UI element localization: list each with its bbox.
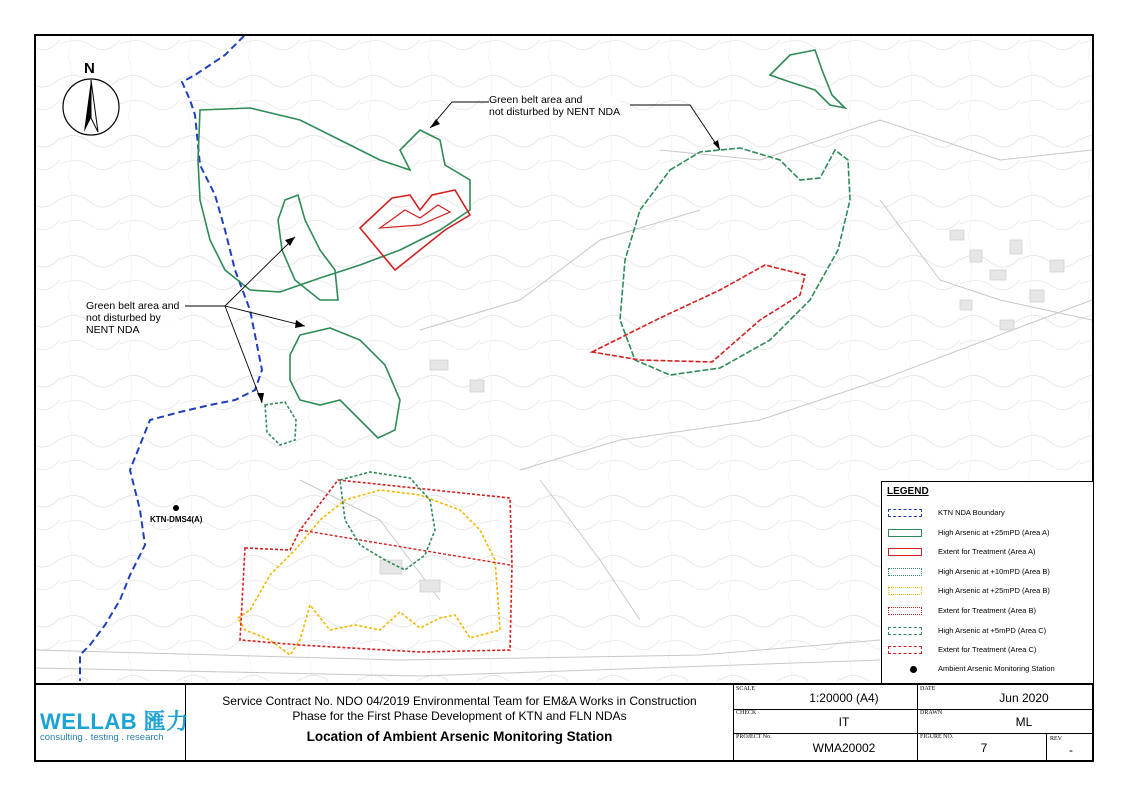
rev-value: -: [1069, 743, 1073, 757]
legend-item: [888, 662, 1088, 676]
legend-swatch: [888, 548, 922, 556]
legend-swatch: [888, 568, 922, 576]
scale-label: SCALE: [736, 686, 756, 692]
legend-label: Extent for Treatment (Area C): [938, 645, 1037, 654]
legend-item: [888, 506, 1088, 520]
legend-item: [888, 643, 1088, 657]
logo-tagline: consulting . testing . research: [40, 732, 164, 743]
legend-label: High Arsenic at +25mPD (Area A): [938, 528, 1050, 537]
drawing-title: Location of Ambient Arsenic Monitoring Station: [306, 729, 613, 744]
project-value: WMA20002: [812, 741, 876, 755]
title-block: [34, 683, 1094, 762]
legend-item: [888, 604, 1088, 618]
legend-label: Extent for Treatment (Area B): [938, 606, 1036, 615]
callout-note-1-line1: Green belt area and: [489, 94, 583, 106]
legend-item: [888, 624, 1088, 638]
legend-label: High Arsenic at +10mPD (Area B): [938, 567, 1050, 576]
company-logo: [34, 685, 189, 762]
legend-item: [888, 545, 1088, 559]
callout-note-1-line2: not disturbed by NENT NDA: [489, 106, 621, 118]
legend-label: Ambient Arsenic Monitoring Station: [938, 664, 1055, 673]
legend-item: [888, 584, 1088, 598]
logo-text: WELLAB 匯力: [40, 709, 189, 734]
scale-value: 1:20000 (A4): [809, 691, 879, 705]
callout-note-2-line2: not disturbed by: [86, 312, 161, 324]
callout-note-2-line3: NENT NDA: [86, 324, 140, 336]
figure-value: 7: [980, 741, 988, 755]
legend-item: [888, 565, 1088, 579]
check-label: CHECK: [736, 710, 757, 716]
legend-swatch: [888, 509, 922, 517]
legend-label: Extent for Treatment (Area A): [938, 547, 1036, 556]
station-label: KTN-DMS4(A): [150, 515, 203, 524]
legend-swatch: [888, 587, 922, 595]
title-line-2: Phase for the First Phase Development of KTN and FLN NDAs: [292, 709, 627, 723]
legend-label: High Arsenic at +5mPD (Area C): [938, 626, 1047, 635]
legend-swatch: [888, 646, 922, 654]
legend-dot-icon: [910, 666, 917, 673]
check-value: IT: [838, 715, 850, 729]
north-label: N: [84, 60, 95, 77]
drawn-value: ML: [1015, 715, 1033, 729]
legend-title: LEGEND: [887, 486, 929, 497]
legend-panel: [881, 481, 1093, 683]
legend-swatch: [888, 627, 922, 635]
title-line-1: Service Contract No. NDO 04/2019 Environmental Team for EM&A Works in Construction: [222, 694, 697, 708]
legend-swatch: [888, 607, 922, 615]
project-label: PROJECT No.: [736, 734, 772, 740]
drawn-label: DRAWN: [920, 710, 943, 716]
date-label: DATE: [920, 686, 936, 692]
rev-label: REV: [1050, 736, 1062, 742]
legend-swatch: [888, 529, 922, 537]
title-cell: [186, 685, 734, 762]
callout-note-2-line1: Green belt area and: [86, 300, 180, 312]
info-grid: [734, 685, 1094, 762]
legend-label: High Arsenic at +25mPD (Area B): [938, 586, 1050, 595]
figure-label: FIGURE NO.: [920, 734, 954, 740]
legend-label: KTN NDA Boundary: [938, 508, 1005, 517]
date-value: Jun 2020: [999, 691, 1049, 705]
legend-item: [888, 526, 1088, 540]
